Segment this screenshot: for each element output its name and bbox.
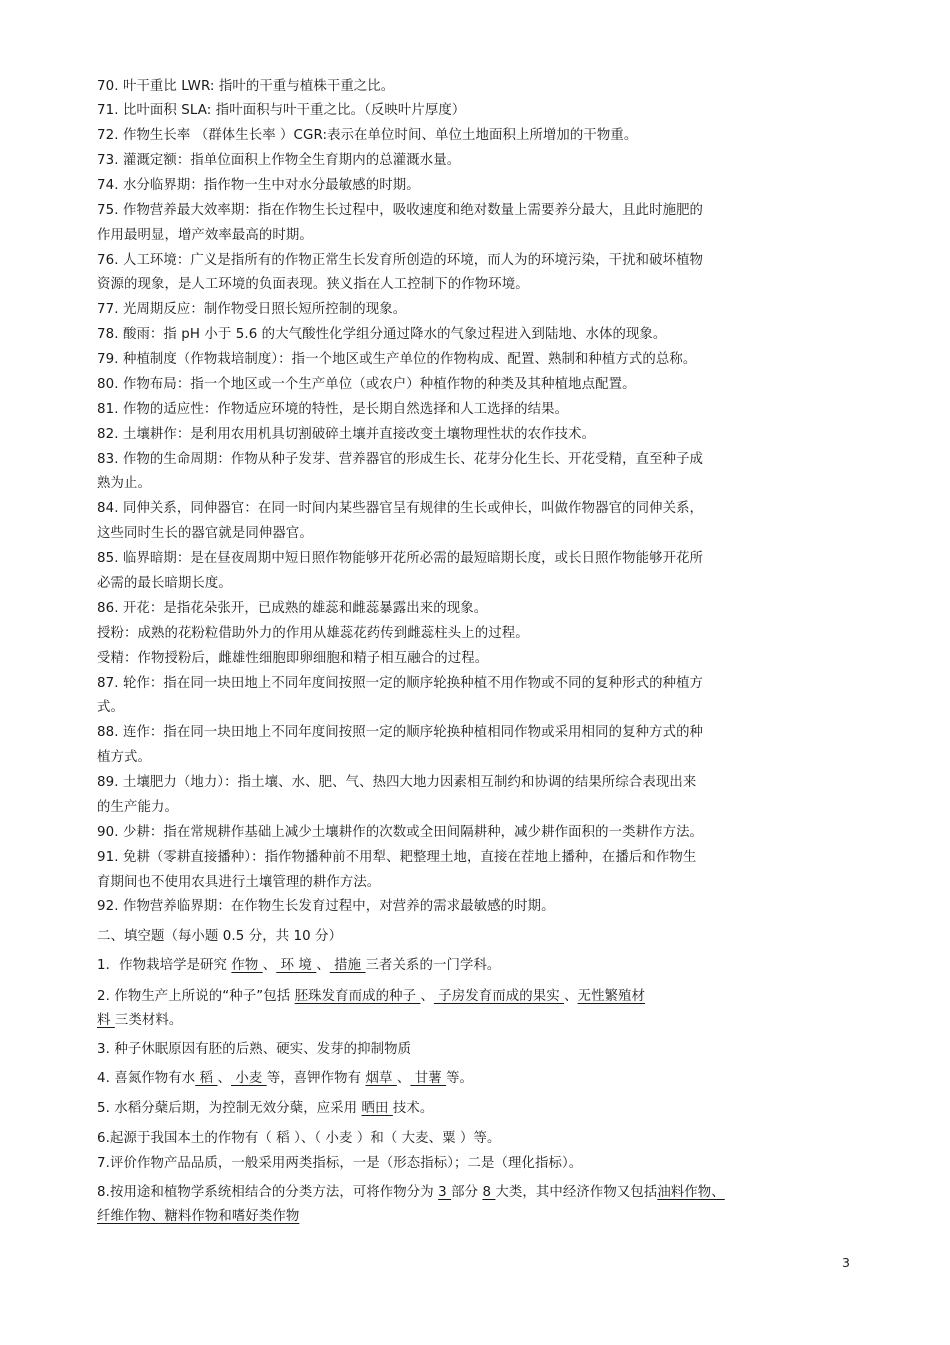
definition-line: 的生产能力。 xyxy=(97,800,178,815)
definition-line: 76. 人工环境：广义是指所有的作物正常生长发育所创造的环境，而人为的环境污染，干扰和破坏植物 xyxy=(97,253,704,268)
q4-answer-1: 稻 xyxy=(195,1071,218,1086)
q4-answer-2: 小麦 xyxy=(231,1071,267,1086)
q2-answer-1: 胚珠发育而成的种子 xyxy=(294,989,421,1004)
definition-line: 88. 连作：指在同一块田地上不同年度间按照一定的顺序轮换种植相同作物或采用相同的复种方式的种 xyxy=(97,725,704,740)
q2-prefix: 2. 作物生产上所说的“种子”包括 xyxy=(97,989,295,1004)
q1-prefix: 1．作物栽培学是研究 xyxy=(97,958,232,973)
question-2 xyxy=(97,988,645,1005)
definition-line: 这些同时生长的器官就是同伸器官。 xyxy=(97,526,313,541)
definition-line: 育期间也不使用农具进行土壤管理的耕作方法。 xyxy=(97,875,381,890)
q5-prefix: 5. 水稻分蘖后期，为控制无效分蘖，应采用 xyxy=(97,1101,362,1116)
q8-mid-2: 大类，其中经济作物又包括 xyxy=(495,1185,658,1200)
separator: 、 xyxy=(262,958,277,973)
section-title: 二、填空题（每小题 0.5 分，共 10 分） xyxy=(97,929,343,944)
q4-prefix: 4. 喜氮作物有水 xyxy=(97,1071,196,1086)
definition-line: 90. 少耕：指在常规耕作基础上减少土壤耕作的次数或全田间隔耕种，减少耕作面积的一类耕作方法。 xyxy=(97,825,704,840)
question-1 xyxy=(97,957,500,974)
q5-answer-1: 晒田 xyxy=(361,1101,393,1116)
question-3: 3. 种子休眠原因有胚的后熟、硬实、发芽的抑制物质 xyxy=(97,1042,412,1057)
definition-line: 78. 酸雨：指 pH 小于 5.6 的大气酸性化学组分通过降水的气象过程进入到陆地、水体的现象。 xyxy=(97,327,667,342)
definition-line: 熟为止。 xyxy=(97,476,151,491)
q8-answer-3: 油料作物、 xyxy=(657,1185,725,1200)
definition-line: 72. 作物生长率 （群体生长率 ）CGR:表示在单位时间、单位土地面积上所增加的干物重。 xyxy=(97,128,638,143)
q8-answer-1: 3 xyxy=(438,1185,452,1200)
q4-answer-4: 甘薯 xyxy=(410,1071,447,1086)
definition-line: 作用最明显，增产效率最高的时期。 xyxy=(97,228,313,243)
definition-line: 74. 水分临界期：指作物一生中对水分最敏感的时期。 xyxy=(97,178,420,193)
definition-line: 资源的现象，是人工环境的负面表现。狭义指在人工控制下的作物环境。 xyxy=(97,277,529,292)
question-7: 7.评价作物产品品质，一般采用两类指标，一是（形态指标）；二是（理化指标）。 xyxy=(97,1156,583,1171)
q2-answer-3: 无性繁殖材 xyxy=(577,989,646,1004)
separator: 、 xyxy=(396,1071,411,1086)
question-8-cont xyxy=(97,1208,299,1225)
definition-line: 授粉：成熟的花粉粒借助外力的作用从雄蕊花药传到雌蕊柱头上的过程。 xyxy=(97,626,529,641)
q8-answer-3-cont: 纤维作物、糖料作物和嗜好类作物 xyxy=(97,1209,300,1224)
q4-suffix: 等。 xyxy=(446,1071,474,1086)
question-4 xyxy=(97,1070,473,1087)
q5-suffix: 技术。 xyxy=(392,1101,434,1116)
definition-line: 81. 作物的适应性：作物适应环境的特性，是长期自然选择和人工选择的结果。 xyxy=(97,402,569,417)
q1-answer-3: 措施 xyxy=(329,958,366,973)
q4-answer-3: 烟草 xyxy=(365,1071,397,1086)
q8-prefix: 8.按用途和植物学系统相结合的分类方法，可将作物分为 xyxy=(97,1185,439,1200)
definition-line: 受精：作物授粉后，雌雄性细胞即卵细胞和精子相互融合的过程。 xyxy=(97,651,489,666)
definition-line: 80. 作物布局：指一个地区或一个生产单位（或农户）种植作物的种类及其种植地点配置。 xyxy=(97,377,636,392)
definition-line: 必需的最长暗期长度。 xyxy=(97,576,232,591)
q1-answer-2: 环 境 xyxy=(276,958,317,973)
definition-line: 式。 xyxy=(97,700,124,715)
definition-line: 73. 灌溉定额：指单位面积上作物全生育期内的总灌溉水量。 xyxy=(97,153,461,168)
separator: 、 xyxy=(217,1071,231,1086)
question-6: 6.起源于我国本土的作物有（ 稻 ）、（ 小麦 ）和（ 大麦、粟 ）等。 xyxy=(97,1131,501,1146)
separator: 、 xyxy=(316,958,330,973)
q2-suffix: 三类材料。 xyxy=(114,1013,183,1028)
separator: 、 xyxy=(420,989,434,1004)
q1-suffix: 三者关系的一门学科。 xyxy=(365,958,501,973)
definition-line: 83. 作物的生命周期：作物从种子发芽、营养器官的形成生长、花芽分化生长、开花受精，直至种子成 xyxy=(97,452,704,467)
definition-line: 92. 作物营养临界期：在作物生长发育过程中，对营养的需求最敏感的时期。 xyxy=(97,899,555,914)
question-2-cont xyxy=(97,1012,182,1029)
definition-line: 86. 开花：是指花朵张开，已成熟的雄蕊和雌蕊暴露出来的现象。 xyxy=(97,601,488,616)
definition-line: 70. 叶干重比 LWR: 指叶的干重与植株干重之比。 xyxy=(97,79,395,94)
definition-line: 91. 免耕（零耕直接播种）：指作物播种前不用犁、耙整理土地，直接在茬地上播种，在播后和作物生 xyxy=(97,850,697,865)
question-5 xyxy=(97,1100,433,1117)
definition-line: 75. 作物营养最大效率期：指在作物生长过程中，吸收速度和绝对数量上需要养分最大，且此时施肥的 xyxy=(97,203,704,218)
page-number: 3 xyxy=(842,1255,850,1270)
q2-answer-3-cont: 料 xyxy=(97,1013,115,1028)
q8-answer-2: 8 xyxy=(482,1185,496,1200)
q2-answer-2: 子房发育而成的果实 xyxy=(433,989,565,1004)
definition-line: 89. 土壤肥力（地力）：指土壤、水、肥、气、热四大地力因素相互制约和协调的结果所综合表现出来 xyxy=(97,775,697,790)
q1-answer-1: 作物 xyxy=(231,958,263,973)
q8-mid-1: 部分 xyxy=(451,1185,483,1200)
definition-line: 71. 比叶面积 SLA: 指叶面积与叶干重之比。（反映叶片厚度） xyxy=(97,103,466,118)
separator: 、 xyxy=(564,989,578,1004)
question-8 xyxy=(97,1184,725,1201)
definition-line: 82. 土壤耕作：是利用农用机具切割破碎土壤并直接改变土壤物理性状的农作技术。 xyxy=(97,427,596,442)
definition-line: 77. 光周期反应：制作物受日照长短所控制的现象。 xyxy=(97,302,407,317)
definition-line: 79. 种植制度（作物栽培制度）：指一个地区或生产单位的作物构成、配置、熟制和种植方式的总称。 xyxy=(97,352,697,367)
q4-mid: 等，喜钾作物有 xyxy=(266,1071,366,1086)
definition-line: 植方式。 xyxy=(97,750,151,765)
definition-line: 85. 临界暗期：是在昼夜周期中短日照作物能够开花所必需的最短暗期长度，或长日照作物能够开花所 xyxy=(97,551,704,566)
definition-line: 84. 同伸关系，同伸器官：在同一时间内某些器官呈有规律的生长或伸长，叫做作物器官的同伸关系， xyxy=(97,501,704,516)
definition-line: 87. 轮作：指在同一块田地上不同年度间按照一定的顺序轮换种植不用作物或不同的复种形式的种植方 xyxy=(97,676,704,691)
